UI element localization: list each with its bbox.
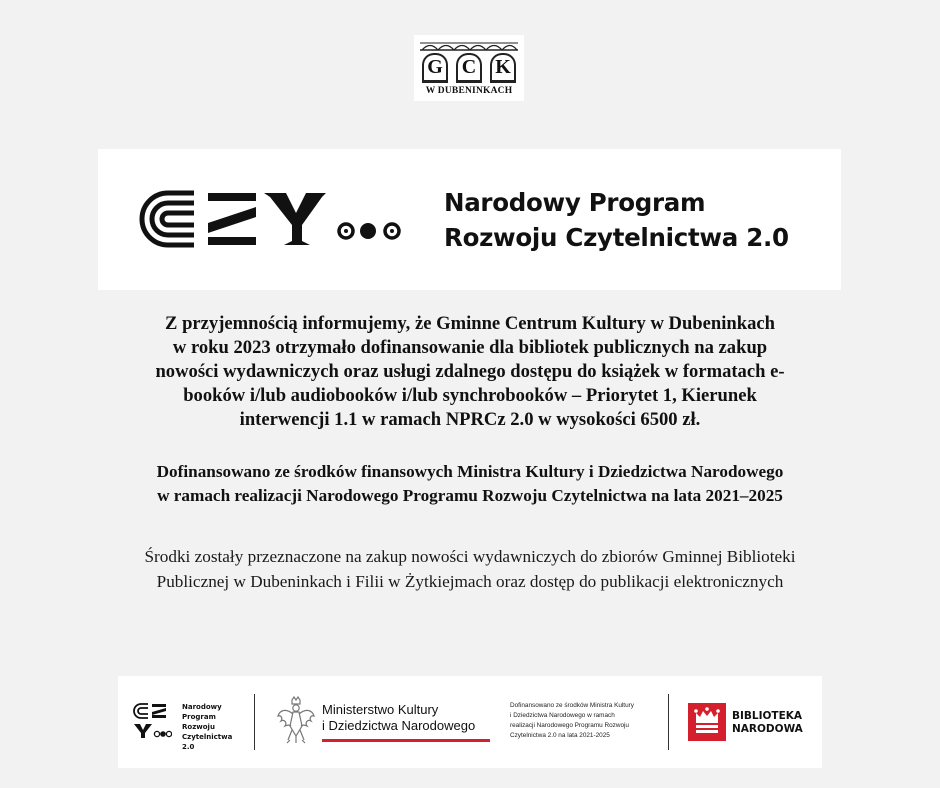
footer-divider (254, 694, 255, 750)
announcement-line: nowości wydawniczych oraz usługi zdalnego dostępu do książek w formatach e- (155, 361, 785, 382)
announcement-line: Z przyjemnością informujemy, że Gminne Centrum Kultury w Dubeninkach (165, 313, 775, 334)
funding-statement (60, 460, 880, 508)
purpose-statement (60, 544, 880, 594)
library-line: NARODOWA (732, 723, 803, 735)
ministry-red-bar (322, 739, 490, 742)
crown-icon (688, 703, 726, 741)
ministry-name (322, 702, 475, 734)
funding-small-text (510, 701, 634, 741)
gck-logo (414, 35, 524, 101)
gck-letter-k: K (490, 53, 516, 83)
funding-small-line: Dofinansowano ze środków Ministra Kultury (510, 702, 634, 709)
gck-letter-c: C (456, 53, 482, 83)
mini-program-line: Narodowy (182, 703, 222, 711)
footer-divider (668, 694, 669, 750)
ministry-line: i Dziedzictwa Narodowego (322, 718, 476, 733)
ministry-line: Ministerstwo Kultury (322, 702, 439, 717)
czy-logo-small-icon (132, 702, 172, 740)
mini-program-name (182, 702, 232, 752)
gck-letter-g: G (422, 53, 448, 83)
polish-eagle-icon (276, 696, 316, 746)
mini-program-line: 2.0 (182, 743, 195, 751)
sponsor-logos-strip (118, 676, 822, 768)
mini-program-line: Czytelnictwa (182, 733, 233, 741)
gck-town: W DUBENINKACH (425, 86, 513, 96)
purpose-line: Środki zostały przeznaczone na zakup nowości wydawniczych do zbiorów Gminnej Biblioteki (144, 547, 796, 566)
biblioteka-narodowa-logo (688, 703, 726, 741)
program-name-line: Rozwoju Czytelnictwa 2.0 (444, 223, 789, 252)
announcement-line: booków i/lub audiobooków i/lub synchrobooków – Priorytet 1, Kierunek (183, 385, 757, 406)
announcement-text (60, 312, 880, 432)
funding-line: Dofinansowano ze środków finansowych Ministra Kultury i Dziedzictwa Narodowego (156, 462, 784, 481)
library-line: BIBLIOTEKA (732, 710, 803, 722)
program-name (444, 185, 789, 255)
announcement-line: w roku 2023 otrzymało dofinansowanie dla bibliotek publicznych na zakup (172, 337, 768, 358)
mini-program-line: Rozwoju (182, 723, 215, 731)
program-name-line: Narodowy Program (444, 188, 706, 217)
biblioteka-narodowa-name (732, 710, 803, 736)
mini-program-line: Program (182, 713, 216, 721)
purpose-line: Publicznej w Dubeninkach i Filii w Żytkiejmach oraz dostęp do publikacji elektronicznych (156, 572, 784, 591)
bridge-arches-icon (420, 41, 518, 51)
funding-small-line: i Dziedzictwa Narodowego w ramach (510, 712, 615, 719)
funding-small-line: realizacji Narodowego Programu Rozwoju (510, 722, 629, 729)
funding-small-line: Czytelnictwa 2.0 na lata 2021-2025 (510, 732, 610, 739)
czy-logo-icon (136, 187, 408, 251)
announcement-line: interwencji 1.1 w ramach NPRCz 2.0 w wysokości 6500 zł. (239, 409, 701, 430)
program-banner (98, 149, 841, 290)
funding-line: w ramach realizacji Narodowego Programu Rozwoju Czytelnictwa na lata 2021–2025 (157, 486, 783, 505)
